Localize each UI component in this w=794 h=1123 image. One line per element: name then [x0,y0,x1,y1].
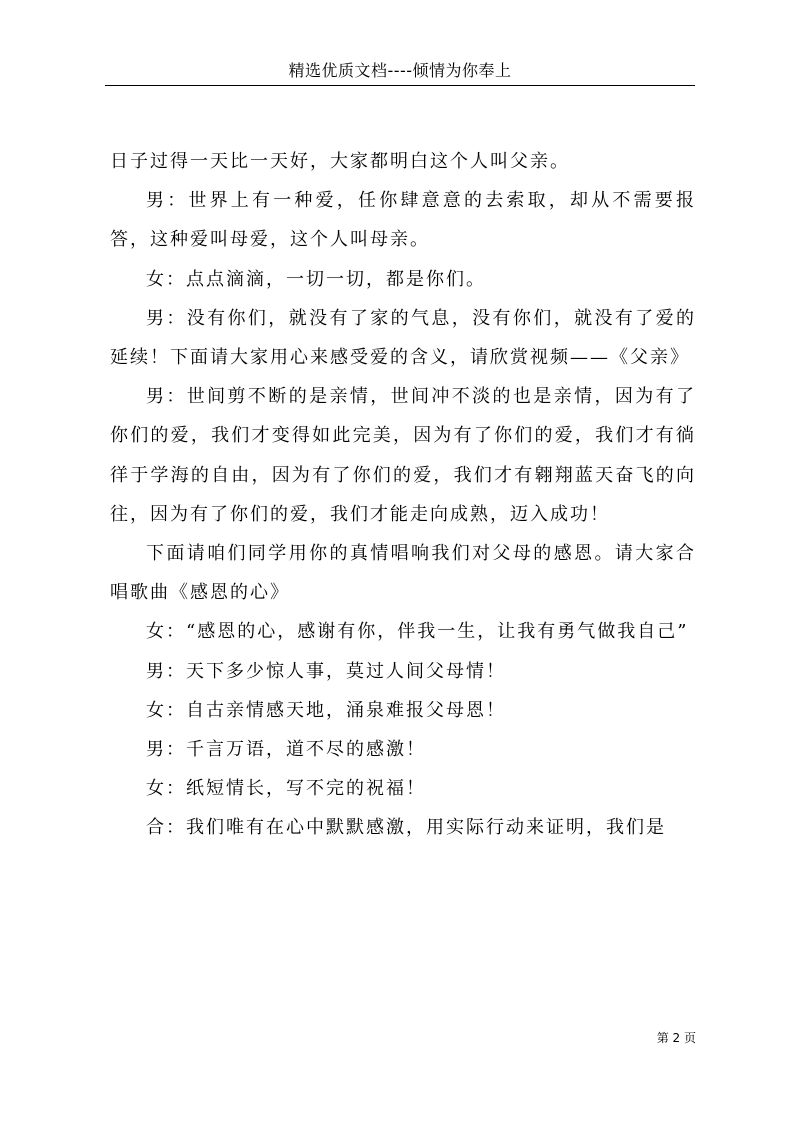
document-body [110,142,696,848]
header-divider [105,85,695,86]
paragraph: 男：没有你们，就没有了家的气息，没有你们，就没有了爱的延续！下面请大家用心来感受爱的含义，请欣赏视频——《父亲》 [110,307,696,369]
page-number: 第 2 页 [656,1031,696,1045]
paragraph: 合：我们唯有在心中默默感激，用实际行动来证明，我们是 [146,817,666,839]
paragraph: 男：天下多少惊人事，莫过人间父母情！ [146,660,506,682]
paragraph: 男：千言万语，道不尽的感激！ [146,739,426,761]
paragraph: 女：点点滴滴，一切一切，都是你们。 [146,268,486,290]
paragraph: 女：纸短情长，写不完的祝福！ [146,778,426,800]
paragraph: 男：世界上有一种爱，任你肆意意的去索取，却从不需要报答，这种爱叫母爱，这个人叫母亲。 [110,190,696,251]
paragraph: 男：世间剪不断的是亲情，世间冲不淡的也是亲情，因为有了你们的爱，我们才变得如此完美，因为有了你们的爱，我们才有徜徉于学海的自由，因为有了你们的爱，我们才有翱翔蓝天奋飞的向往，因为有了你们的爱，我们才能走向成熟，迈入成功！ [110,386,696,525]
paragraph: 女：“感恩的心，感谢有你，伴我一生，让我有勇气做我自己” [146,621,689,643]
paragraph: 下面请咱们同学用你的真情唱响我们对父母的感恩。请大家合唱歌曲《感恩的心》 [110,543,696,604]
paragraph: 日子过得一天比一天好，大家都明白这个人叫父亲。 [110,151,570,172]
page-header: 精选优质文档----倾情为你奉上 [288,61,512,80]
paragraph: 女：自古亲情感天地，涌泉难报父母恩！ [146,699,506,721]
